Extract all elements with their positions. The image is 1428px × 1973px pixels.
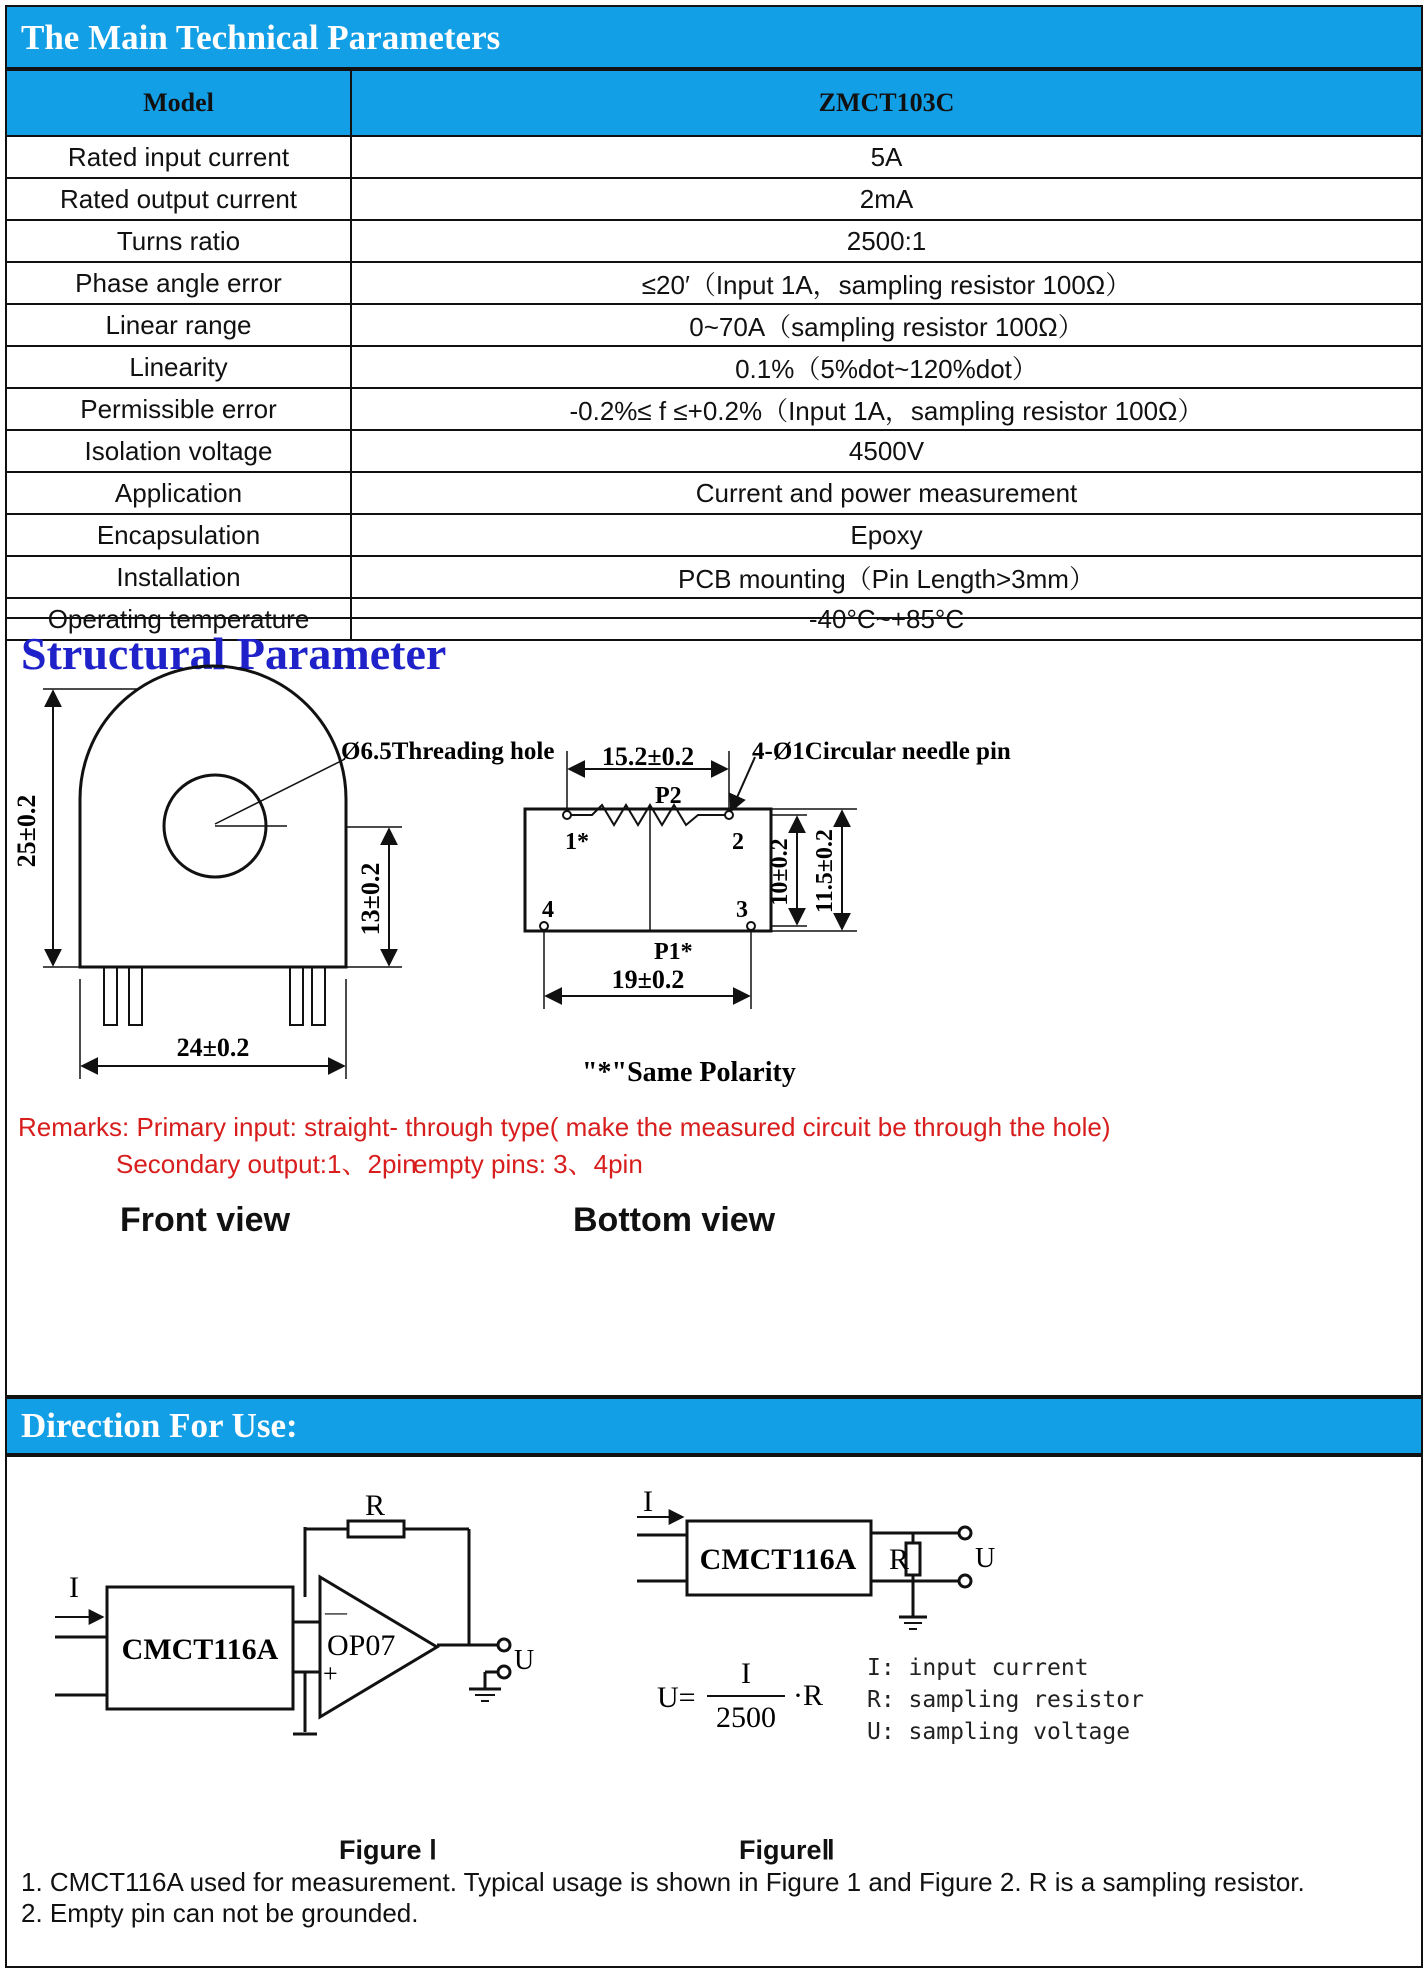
outer-height-dim: 11.5±0.2 [812,829,838,913]
p2-label: P2 [655,783,682,809]
params-row [6,388,1422,430]
bottom-view-label: Bottom view [573,1201,776,1239]
remark-line3: empty pins: 3、4pin [413,1149,643,1179]
param-value: Epoxy [351,514,1422,556]
param-label: Linear range [6,304,351,346]
pin1-label: 1* [565,829,589,855]
figure2-caption: FigureⅡ [739,1835,835,1865]
param-label: Linearity [6,346,351,388]
note-1: 1. CMCT116A used for measurement. Typical usage is shown in Figure 1 and Figure 2. R is a sampling resistor. [21,1867,1305,1897]
params-row [6,514,1422,556]
fig1-opamp: OP07 [327,1629,396,1662]
pin4-label: 4 [542,897,554,923]
hole-label: Ø6.5Threading hole [341,738,555,765]
param-label: Turns ratio [6,220,351,262]
figure1-caption: Figure Ⅰ [339,1835,437,1865]
note-2: 2. Empty pin can not be grounded. [21,1898,419,1928]
param-value: PCB mounting（Pin Length>3mm） [351,556,1422,598]
params-row [6,262,1422,304]
remark-line2: Secondary output:1、2pin [116,1149,417,1179]
structural-section [5,617,1423,1397]
param-value: ≤20′（Input 1A，sampling resistor 100Ω） [351,262,1422,304]
param-value: 4500V [351,430,1422,472]
formula-den: 2500 [716,1701,776,1734]
header-label: Model [6,70,351,136]
param-value: -0.2%≤ f ≤+0.2%（Input 1A，sampling resistor 100Ω） [351,388,1422,430]
direction-title: Direction For Use: [5,1397,1423,1455]
front-view-label: Front view [120,1201,291,1239]
param-label: Operating temperature [6,598,351,640]
structural-drawing [7,619,1421,1395]
pin3-label: 3 [736,897,748,923]
p1-label: P1* [654,939,693,965]
fig1-I: I [69,1571,79,1604]
param-label: Encapsulation [6,514,351,556]
pin-spacing-dim: 15.2±0.2 [601,742,695,771]
legend-R: R: sampling resistor [867,1687,1144,1713]
param-label: Application [6,472,351,514]
fig2-block: CMCT116A [699,1543,857,1576]
param-label: Phase angle error [6,262,351,304]
fig2-U: U [975,1543,996,1574]
fig1-R: R [365,1489,386,1522]
direction-section [5,1455,1423,1968]
figure1-circuit [55,1521,510,1734]
params-row [6,220,1422,262]
param-value: 2mA [351,178,1422,220]
params-title: The Main Technical Parameters [5,5,1423,69]
param-value: 5A [351,136,1422,178]
param-value: 0~70A（sampling resistor 100Ω） [351,304,1422,346]
param-value: 0.1%（5%dot~120%dot） [351,346,1422,388]
params-row [6,136,1422,178]
params-row [6,472,1422,514]
formula-num: I [741,1657,751,1690]
front-width-dim: 24±0.2 [176,1033,250,1062]
fig2-I: I [643,1485,653,1518]
inner-height-dim: 10±0.2 [767,838,793,906]
header-value: ZMCT103C [351,70,1422,136]
params-header-row [6,70,1422,136]
front-pin-height-dim: 13±0.2 [356,862,385,936]
param-label: Isolation voltage [6,430,351,472]
param-label: Rated input current [6,136,351,178]
legend-I: I: input current [867,1655,1089,1681]
params-row [6,304,1422,346]
formula-right: ·R [793,1679,823,1712]
length-dim: 19±0.2 [611,965,685,994]
params-table [5,69,1423,641]
fig1-block: CMCT116A [121,1633,279,1666]
param-label: Rated output current [6,178,351,220]
structural-title: Structural Parameter [21,628,447,679]
param-value: 2500:1 [351,220,1422,262]
formula-left: U= [657,1681,696,1714]
front-height-dim: 25±0.2 [12,794,41,868]
fig2-R: R [889,1543,910,1576]
param-label: Installation [6,556,351,598]
param-value: -40°C~+85°C [351,598,1422,640]
bottom-view-drawing [525,751,857,1009]
params-row [6,430,1422,472]
params-row [6,178,1422,220]
remark-line1: Remarks: Primary input: straight- through type( make the measured circuit be through the hole) [18,1112,1111,1142]
params-row [6,346,1422,388]
datasheet [5,5,1423,1968]
params-row [6,556,1422,598]
legend-U: U: sampling voltage [867,1719,1131,1745]
pin-label: 4-Ø1Circular needle pin [752,738,1011,765]
fig1-minus: — [325,1599,347,1624]
front-view-drawing [43,666,402,1079]
fig1-plus: + [323,1659,338,1688]
param-label: Permissible error [6,388,351,430]
pin2-label: 2 [732,829,744,855]
polarity-note: "*"Same Polarity [582,1057,796,1088]
param-value: Current and power measurement [351,472,1422,514]
fig1-U: U [514,1645,535,1676]
